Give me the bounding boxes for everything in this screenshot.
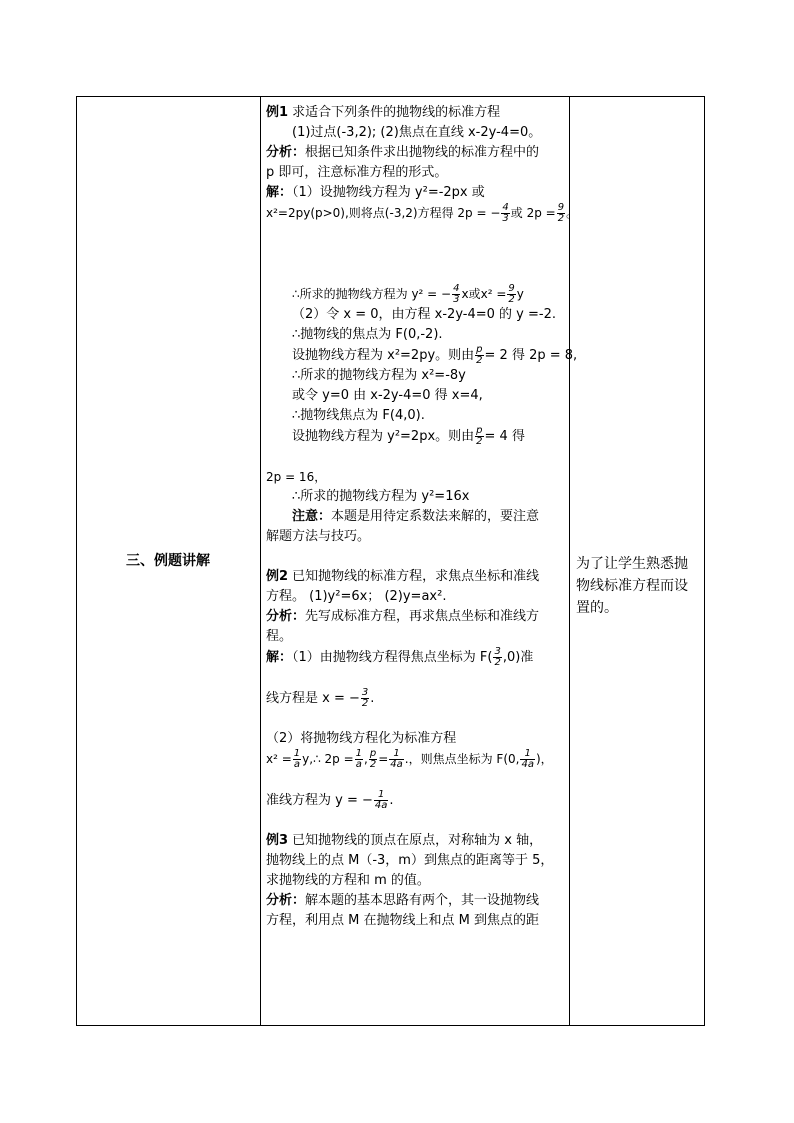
example3-text: 抛物线上的点 M（-3，m）到焦点的距离等于 5， [266,853,554,868]
example2-part2: （2）将抛物线方程化为标准方程 [266,731,457,746]
example1-result2: ∴所求的抛物线方程为 x²=-8y [292,368,466,383]
example2-directrix2: 准线方程为 y = − $\frac{1}{4a}$ . [266,789,394,811]
design-purpose-text: 为了让学生熟悉抛物线标准方程而设置的。 [576,556,688,616]
example2-equations: 方程。 (1)y²=6x； (2)y=ax². [266,589,447,604]
fraction: $\frac{1}{a}$ [355,748,363,770]
example1-analysis: 分析：根据已知条件求出抛物线的标准方程中的 [266,145,540,160]
example2-part2-eq: x² = $\frac{1}{a}$ y,∴ 2p = $\frac{1}{a}$ , $\frac{p}{2}$ = $\frac{1}{4a}$ .，则焦点坐标为 F(0, $\frac{1}{4a}$ )， [266,748,553,770]
example3-heading: 例3 已知抛物线的顶点在原点，对称轴为 x 轴， [266,833,543,848]
example2-directrix: 线方程是 x = − $\frac{3}{2}$ . [266,687,375,709]
fraction: $\frac{1}{4a}$ [374,789,388,811]
example1-alt: 或令 y=0 由 x-2y-4=0 得 x=4, [292,388,483,403]
example3-analysis: 分析：解本题的基本思路有两个，其一设抛物线 [266,893,540,908]
example1-note: 注意：本题是用待定系数法来解的，要注意 [292,509,540,524]
section-label: 三、例题讲解 [126,553,210,569]
fraction: $\frac{4}{3}$ [502,202,509,224]
fraction: $\frac{9}{2}$ [508,283,515,305]
example2-analysis-cont: 程。 [266,629,293,644]
column-divider-2 [569,96,570,1025]
example1-solution-step1: x²=2py(p>0),则将点(-3,2)方程得 2p = − $\frac{4}{3}$ 或 2p = $\frac{9}{2}$ 。 [266,202,579,224]
example1-setup: 设抛物线方程为 x²=2py。则由 $\frac{p}{2}$ = 2 得 2p = 8, [292,344,578,366]
example2-heading: 例2 已知抛物线的标准方程，求焦点坐标和准线 [266,569,540,584]
example1-result3: ∴所求的抛物线方程为 y²=16x [292,489,470,504]
example1-heading: 例1 求适合下列条件的抛物线的标准方程 [266,105,501,120]
fraction: $\frac{3}{2}$ [494,646,501,668]
example1-result1: ∴所求的抛物线方程为 y² = − $\frac{4}{3}$ x或x² = $\frac{9}{2}$ y [292,283,524,305]
fraction: $\frac{1}{a}$ [293,748,301,770]
fraction: $\frac{9}{2}$ [557,202,565,224]
column-divider-1 [260,96,261,1025]
example3-text-cont: 求抛物线的方程和 m 的值。 [266,873,430,888]
example1-setup2: 设抛物线方程为 y²=2px。则由 $\frac{p}{2}$ = 4 得 [292,425,525,447]
fraction: $\frac{1}{4a}$ [521,748,534,770]
example1-focus2: ∴抛物线焦点为 F(4,0). [292,408,425,423]
example1-focus: ∴抛物线的焦点为 F(0,-2). [292,327,443,342]
fraction: $\frac{3}{2}$ [361,687,369,709]
fraction: $\frac{p}{2}$ [476,425,483,447]
example1-note-cont: 解题方法与技巧。 [266,529,371,544]
example1-part2: （2）令 x = 0，由方程 x-2y-4=0 的 y =-2. [292,307,556,322]
example-content [266,103,579,1018]
fraction: $\frac{p}{2}$ [369,748,377,770]
fraction: $\frac{1}{4a}$ [390,748,403,770]
example2-solution: 解：（1）由抛物线方程得焦点坐标为 F( $\frac{3}{2}$ ,0)准 [266,646,534,668]
fraction: $\frac{p}{2}$ [476,344,483,366]
fraction: $\frac{4}{3}$ [453,283,460,305]
example1-solution: 解：（1）设抛物线方程为 y²=-2px 或 [266,185,485,200]
example3-analysis-cont: 方程，利用点 M 在抛物线上和点 M 到焦点的距 [266,913,539,928]
example1-conditions: (1)过点(-3,2); (2)焦点在直线 x-2y-4=0。 [292,125,542,140]
example1-2p: 2p = 16， [266,470,327,484]
example2-analysis: 分析：先写成标准方程，再求焦点坐标和准线方 [266,609,540,624]
example1-analysis-cont: p 即可，注意标准方程的形式。 [266,165,448,180]
